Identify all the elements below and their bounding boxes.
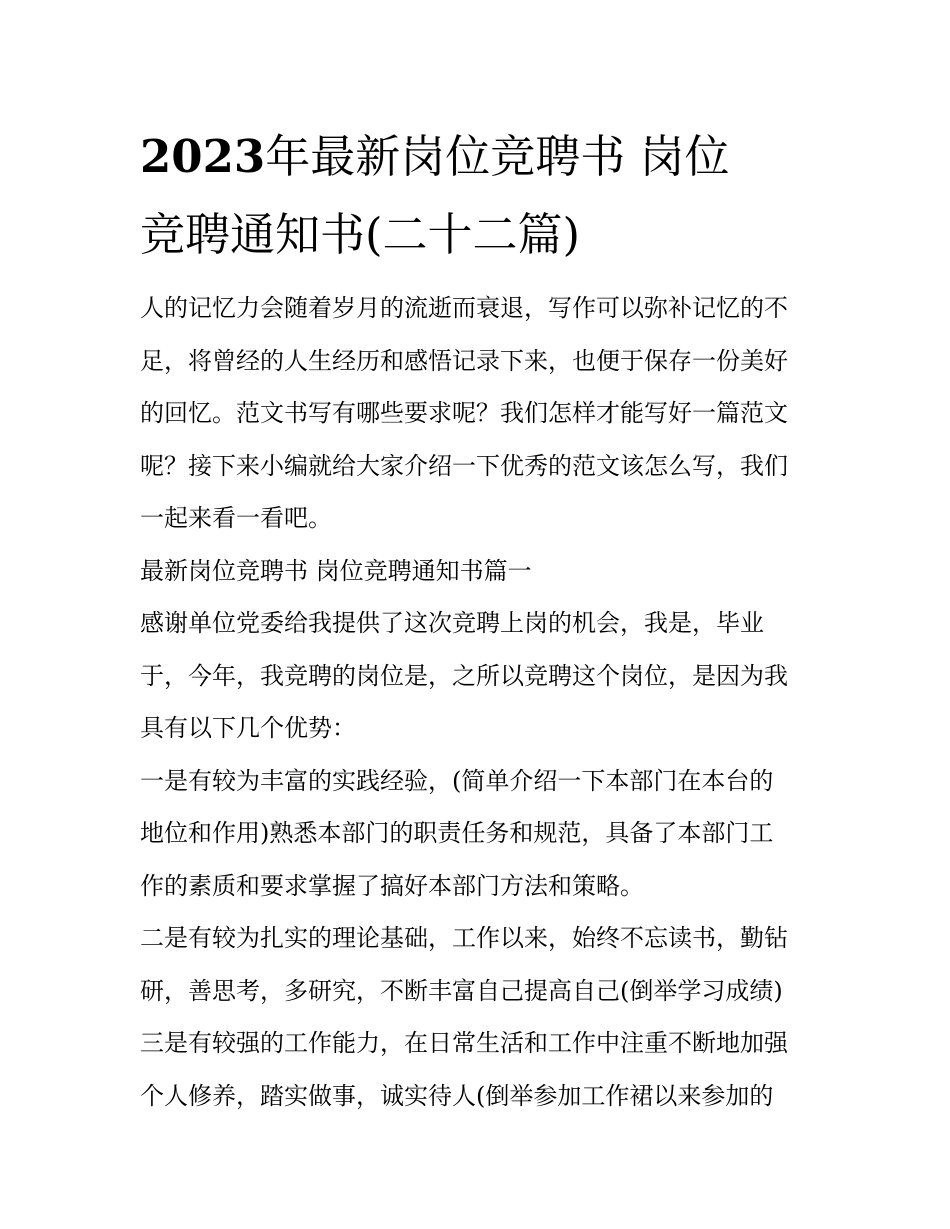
body-line: 具有以下几个优势：	[140, 714, 356, 742]
document-title	[140, 118, 820, 274]
body-line: 地位和作用)熟悉本部门的职责任务和规范，具备了本部门工	[140, 819, 774, 847]
body-line: 个人修养，踏实做事，诚实待人(倒举参加工作裙以来参加的	[140, 1081, 774, 1110]
body-line: 的回忆。范文书写有哪些要求呢？我们怎样才能写好一篇范文	[140, 399, 788, 427]
title-line-1	[140, 118, 820, 196]
body-line: 一是有较为丰富的实践经验，(简单介绍一下本部门在本台的	[140, 766, 774, 795]
body-line: 一起来看一看吧。	[140, 504, 332, 532]
section-heading: 最新岗位竞聘书 岗位竞聘通知书篇一	[140, 556, 532, 585]
body-line: 足，将曾经的人生经历和感悟记录下来，也便于保存一份美好	[140, 346, 788, 375]
title-line-1-text: 年最新岗位竞聘书 岗位	[265, 130, 730, 183]
document-content	[140, 118, 820, 1122]
body-line: 三是有较强的工作能力，在日常生活和工作中注重不断地加强	[140, 1029, 788, 1057]
body-line: 于，今年，我竞聘的岗位是，之所以竞聘这个岗位，是因为我	[140, 661, 788, 690]
title-line-2: 竞聘通知书(二十二篇)	[140, 208, 581, 261]
body-line: 感谢单位党委给我提供了这次竞聘上岗的机会，我是，毕业	[140, 609, 764, 637]
title-year: 2023	[140, 130, 266, 183]
document-body	[140, 282, 820, 1122]
body-line: 研，善思考，多研究，不断丰富自己提高自己(倒举学习成绩)	[140, 976, 783, 1005]
body-line: 作的素质和要求掌握了搞好本部门方法和策略。	[140, 871, 644, 900]
body-line: 二是有较为扎实的理论基础，工作以来，始终不忘读书，勤钻	[140, 924, 788, 952]
body-line: 呢？接下来小编就给大家介绍一下优秀的范文该怎么写，我们	[140, 451, 788, 480]
body-line: 人的记忆力会随着岁月的流逝而衰退，写作可以弥补记忆的不	[140, 294, 788, 322]
